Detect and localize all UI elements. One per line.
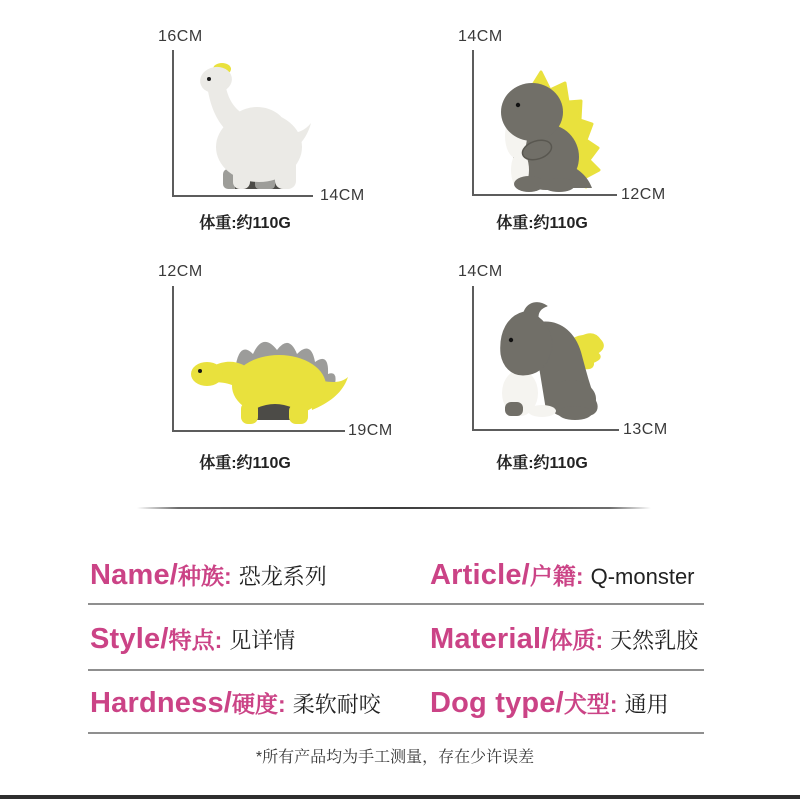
height-dimension-label: 14CM — [458, 28, 503, 45]
spec-label-zh: 犬型: — [563, 691, 618, 717]
spec-label-zh: 种族: — [178, 563, 232, 589]
spec-label-en: Name/ — [90, 559, 179, 591]
spec-row-hardness-dogtype — [0, 684, 800, 722]
width-dimension-label: 13CM — [623, 421, 668, 438]
spec-cell-article — [430, 556, 695, 599]
dragon-toy-image — [480, 296, 620, 431]
stegosaurus-toy-image — [185, 320, 355, 430]
table-divider — [88, 669, 704, 671]
width-dimension-label: 19CM — [348, 422, 393, 439]
spec-value: 柔软耐咬 — [292, 692, 381, 717]
product-brontosaurus — [140, 24, 410, 254]
product-trex — [430, 24, 700, 254]
height-dimension-label: 16CM — [158, 28, 203, 45]
spec-value: 通用 — [624, 692, 669, 717]
spec-label-en: Style/ — [90, 623, 169, 655]
spec-label-en: Dog type/ — [430, 687, 564, 719]
spec-cell-material — [430, 620, 698, 663]
measurement-disclaimer: *所有产品均为手工测量，存在少许误差 — [255, 749, 535, 766]
width-dimension-line — [172, 195, 313, 197]
spec-value: 天然乳胶 — [610, 628, 699, 653]
height-dimension-label: 12CM — [158, 263, 203, 280]
height-dimension-label: 14CM — [458, 263, 503, 280]
height-dimension-line — [472, 50, 474, 194]
spec-label-en: Article/ — [430, 559, 530, 591]
spec-cell-name — [90, 556, 327, 599]
weight-label: 体重:约110G — [496, 215, 588, 232]
height-dimension-line — [172, 286, 174, 430]
brontosaurus-toy-image — [185, 55, 315, 195]
spec-value: 见详情 — [229, 628, 296, 653]
spec-label-zh: 户籍: — [529, 563, 584, 589]
spec-label-zh: 硬度: — [232, 691, 286, 717]
spec-cell-hardness — [90, 684, 381, 727]
width-dimension-label: 14CM — [320, 187, 365, 204]
height-dimension-line — [172, 50, 174, 195]
spec-label-en: Material/ — [430, 623, 550, 655]
width-dimension-line — [172, 430, 345, 432]
trex-toy-image — [485, 70, 615, 195]
table-divider — [88, 603, 704, 605]
product-stegosaurus — [140, 259, 410, 489]
spec-label-zh: 体质: — [549, 627, 604, 653]
spec-cell-style — [90, 620, 295, 663]
section-divider — [137, 507, 651, 509]
height-dimension-line — [472, 286, 474, 429]
product-dragon — [430, 259, 700, 489]
weight-label: 体重:约110G — [496, 455, 588, 472]
spec-row-style-material — [0, 620, 800, 658]
width-dimension-label: 12CM — [621, 186, 666, 203]
weight-label: 体重:约110G — [199, 455, 291, 472]
bottom-edge-line — [0, 795, 800, 799]
spec-value: Q-monster — [590, 564, 695, 589]
weight-label: 体重:约110G — [199, 215, 291, 232]
spec-label-zh: 特点: — [168, 627, 223, 653]
spec-value: 恐龙系列 — [238, 564, 327, 589]
spec-row-name-article — [0, 556, 800, 594]
spec-cell-dogtype — [430, 684, 669, 727]
spec-label-en: Hardness/ — [90, 687, 233, 719]
table-divider — [88, 732, 704, 734]
